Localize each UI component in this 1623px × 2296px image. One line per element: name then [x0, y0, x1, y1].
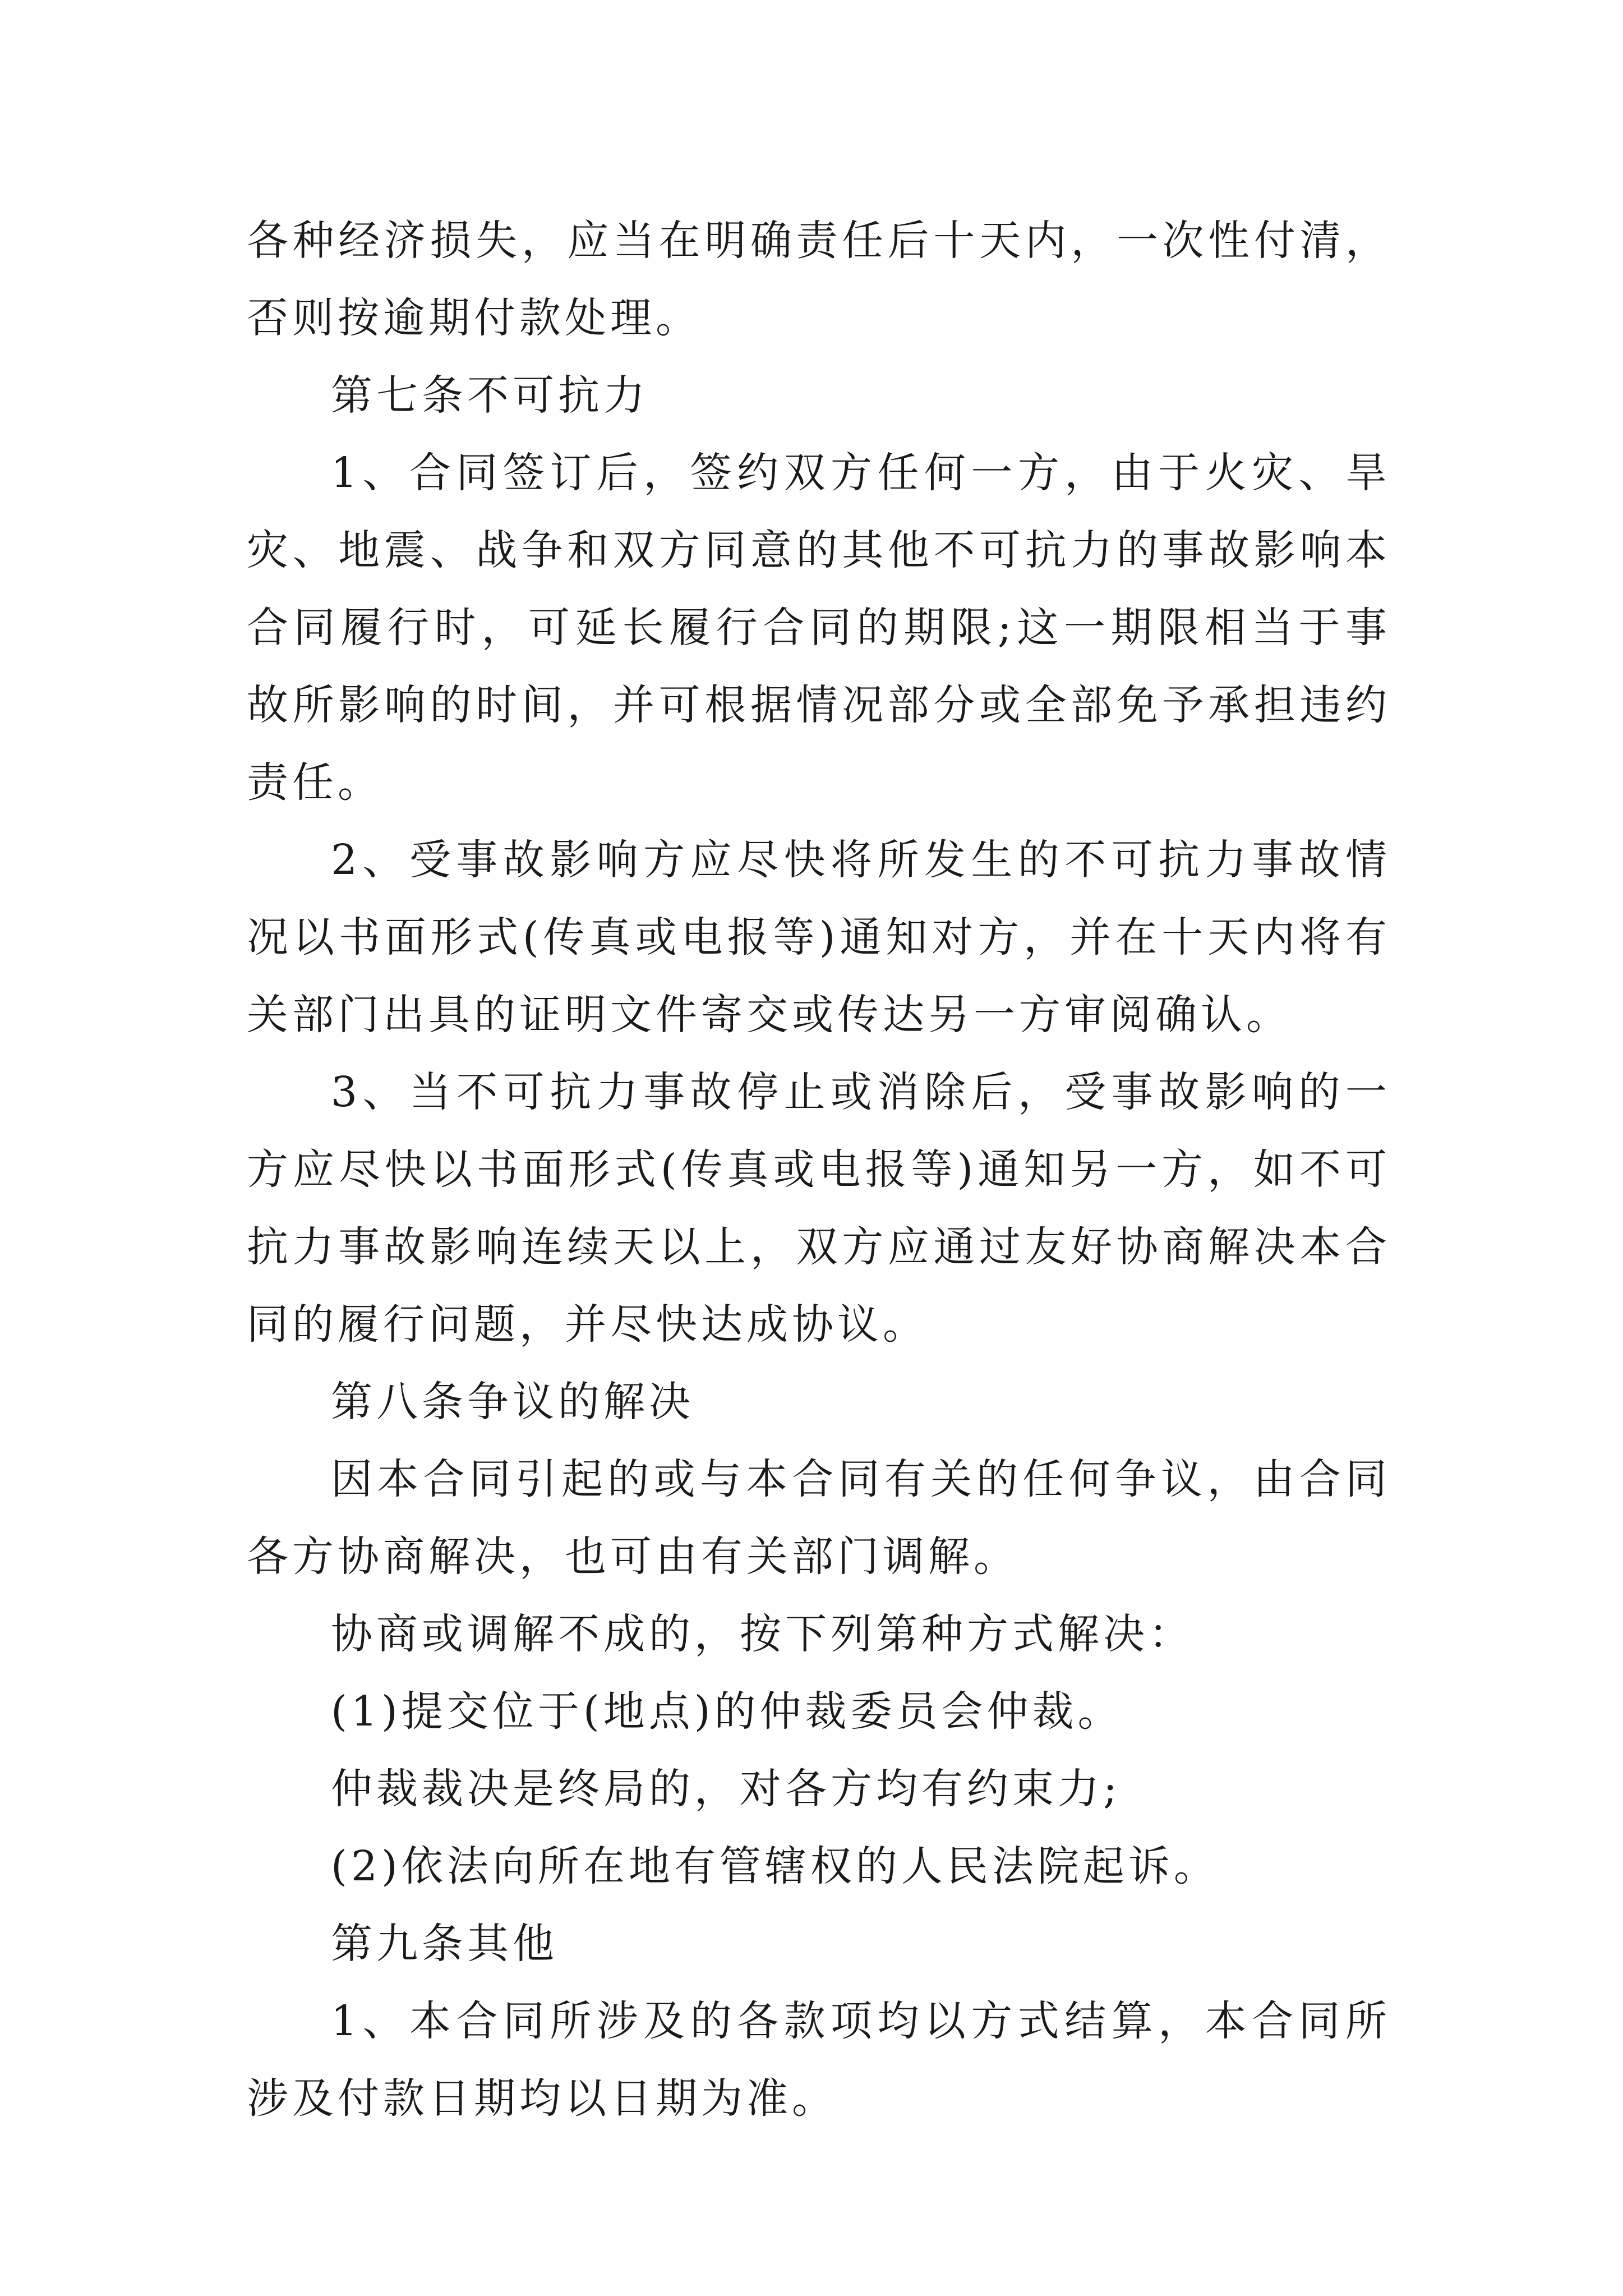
article-9-clause-1: 1、本合同所涉及的各款项均以方式结算，本合同所涉及付款日期均以日期为准。 — [247, 1997, 1391, 2123]
article-8-option-1: (1)提交位于(地点)的仲裁委员会仲裁。 — [331, 1687, 1123, 1736]
article-7-heading: 第七条不可抗力 — [331, 371, 649, 420]
article-7-clause-3: 3、当不可抗力事故停止或消除后，受事故影响的一方应尽快以书面形式(传真或电报等)通知另一方，如不可抗力事故影响连续天以上，双方应通过友好协商解决本合同的履行问题，并尽快达成协议。 — [247, 1068, 1391, 1349]
article-8-paragraph-1: 因本合同引起的或与本合同有关的任何争议，由合同各方协商解决，也可由有关部门调解。 — [247, 1455, 1391, 1581]
document-body — [247, 202, 1391, 2137]
article-8-arbitration-note: 仲裁裁决是终局的，对各方均有约束力; — [331, 1765, 1121, 1813]
paragraph-continuation: 各种经济损失，应当在明确责任后十天内，一次性付清，否则按逾期付款处理。 — [247, 217, 1391, 342]
article-8-paragraph-2: 协商或调解不成的，按下列第种方式解决： — [331, 1610, 1194, 1658]
article-8-option-2: (2)依法向所在地有管辖权的人民法院起诉。 — [331, 1842, 1219, 1890]
article-9-heading: 第九条其他 — [331, 1920, 558, 1968]
article-7-clause-2: 2、受事故影响方应尽快将所发生的不可抗力事故情况以书面形式(传真或电报等)通知对方，并在十天内将有关部门出具的证明文件寄交或传达另一方审阅确认。 — [247, 836, 1391, 1039]
article-7-clause-1: 1、合同签订后，签约双方任何一方，由于火灾、旱灾、地震、战争和双方同意的其他不可抗力的事故影响本合同履行时，可延长履行合同的期限;这一期限相当于事故所影响的时间，并可根据情况部分或全部免予承担违约责任。 — [247, 449, 1391, 807]
article-8-heading: 第八条争议的解决 — [331, 1378, 694, 1426]
